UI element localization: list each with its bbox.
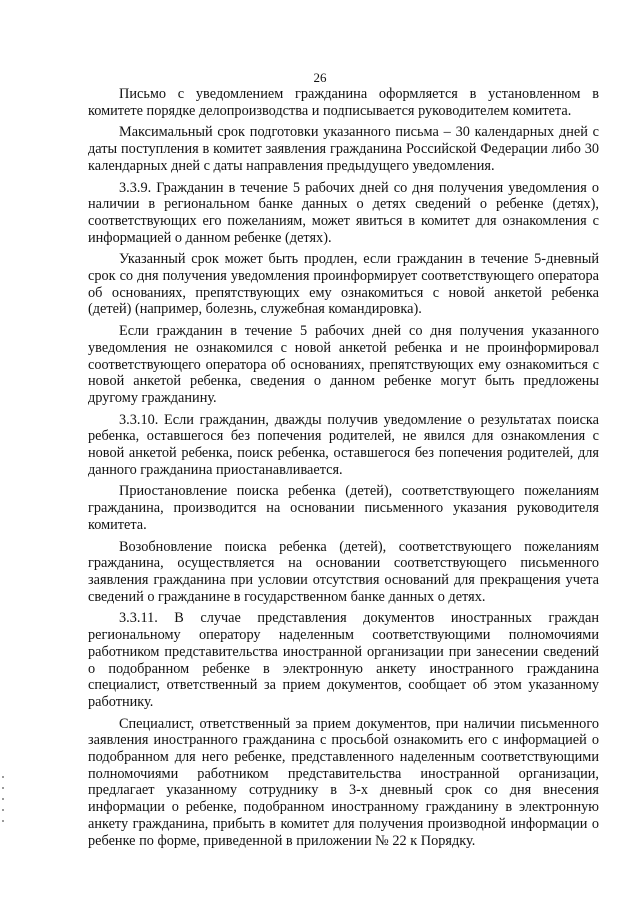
page-number: 26 (313, 70, 327, 85)
paragraph-specialist-duties: Специалист, ответственный за прием документов, при наличии письменного заявления иностранного гражданина с просьбой ознакомить его с информацией о подобранном для него ребенке, представленного наделенным соответствующими полномочиями работником представительства иностранной организации, предлагает указанному сотруднику в 3-х дневный срок со дня внесения информации о ребенке, подобранном иностранному гражданину в электронную анкету гражданина, прибыть в комитет для получения производной информации о ребенке по форме, приведенной в приложении № 22 к Порядку. (88, 715, 599, 849)
paragraph-term-extension: Указанный срок может быть продлен, если гражданин в течение 5-дневный срок со дня получения уведомления проинформирует соответствующего оператора об основаниях, препятствующих ему ознакомиться с новой анкетой ребенка (детей) (например, болезнь, служебная командировка). (88, 251, 599, 318)
paragraph-search-resumption: Возобновление поиска ребенка (детей), соответствующего пожеланиям гражданина, осуществляется на основании соответствующего письменного заявления гражданина при условии отсутствия оснований для прекращения учета сведений о гражданине в государственном банке данных о детях. (88, 538, 599, 605)
scan-margin-marks (2, 776, 8, 831)
paragraph-3-3-10: 3.3.10. Если гражданин, дважды получив уведомление о результатах поиска ребенка, оставшегося без попечения родителей, не явился для ознакомления с новой анкетой ребенка, поиск ребенка, оставшегося без попечения родителей, для данного гражданина приостанавливается. (88, 411, 599, 478)
paragraph-search-suspension: Приостановление поиска ребенка (детей), соответствующего пожеланиям гражданина, производится на основании письменного указания руководителя комитета. (88, 483, 599, 533)
scan-margin-mark (2, 820, 4, 822)
document-body (88, 86, 599, 854)
paragraph-not-familiarized: Если гражданин в течение 5 рабочих дней со дня получения указанного уведомления не ознакомился с новой анкетой ребенка и не проинформировал соответствующего оператора об основаниях, препятствующих ему ознакомиться с новой анкетой ребенка, сведения о данном ребенке могут быть предложены другому гражданину. (88, 323, 599, 406)
scan-margin-mark (2, 776, 4, 778)
paragraph-3-3-9: 3.3.9. Гражданин в течение 5 рабочих дней со дня получения уведомления о наличии в региональном банке данных о детях сведений о ребенке (детях), соответствующих его пожеланиям, может явиться в комитет для ознакомления с информацией о данном ребенке (детях). (88, 179, 599, 246)
scan-margin-mark (2, 787, 4, 789)
paragraph-max-term: Максимальный срок подготовки указанного письма – 30 календарных дней с даты поступления в комитет заявления гражданина Российской Федерации либо 30 календарных дней с даты направления предыдущего уведомления. (88, 124, 599, 174)
paragraph-3-3-11: 3.3.11. В случае представления документов иностранных граждан региональному оператору наделенным соответствующими полномочиями работником представительства иностранной организации при занесении сведений о подобранном ребенке в электронную анкету иностранного гражданина специалист, ответственный за прием документов, сообщает об этом указанному работнику. (88, 610, 599, 710)
paragraph-letter-notification: Письмо с уведомлением гражданина оформляется в установленном в комитете порядке делопроизводства и подписывается руководителем комитета. (88, 86, 599, 119)
scan-margin-mark (2, 809, 4, 811)
scan-margin-mark (2, 798, 4, 800)
